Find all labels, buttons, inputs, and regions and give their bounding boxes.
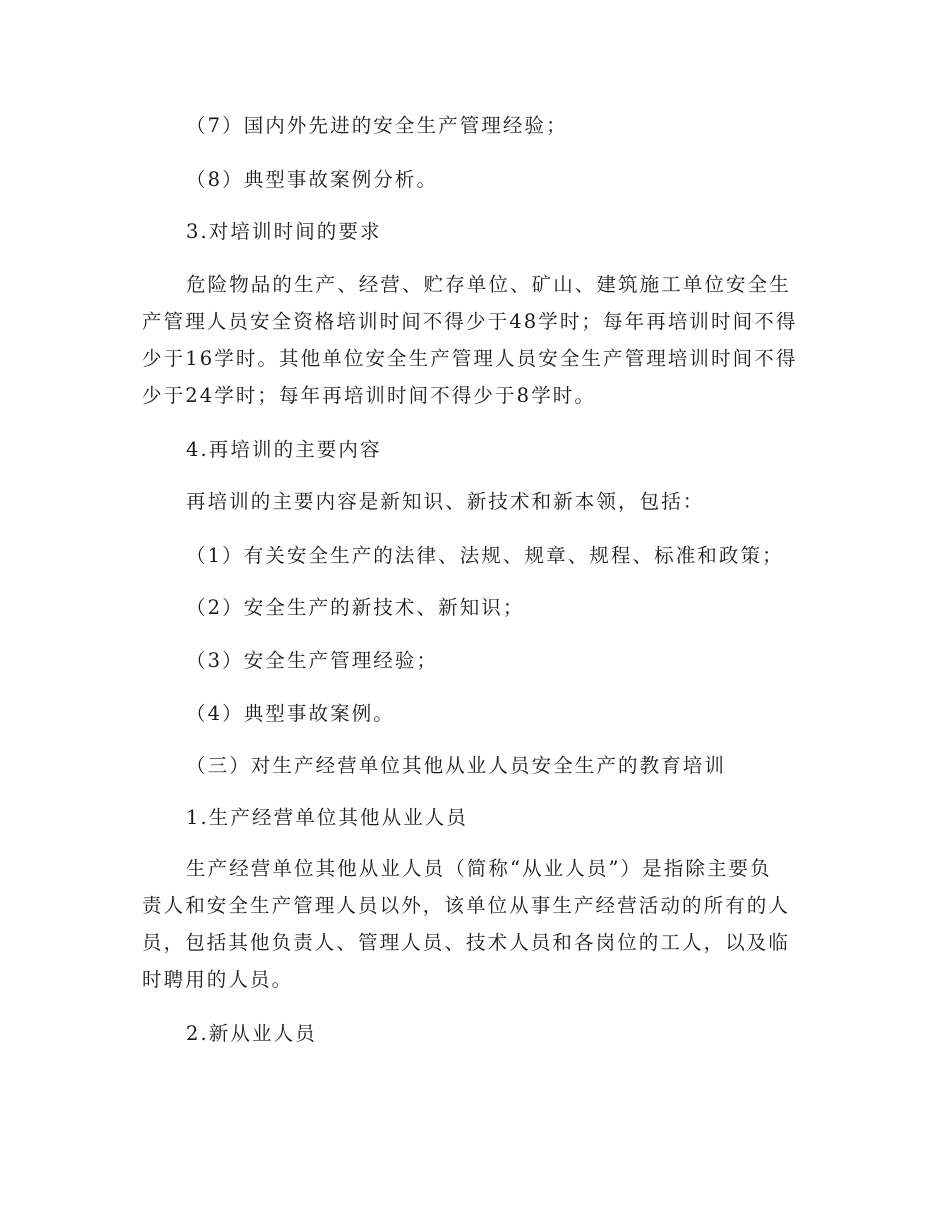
paragraph-other-staff <box>142 850 812 998</box>
list-item-1: （1）有关安全生产的法律、法规、规章、规程、标准和政策； <box>186 544 784 567</box>
heading-new-staff: 2.新从业人员 <box>186 1022 317 1045</box>
paragraph-line: 责人和安全生产管理人员以外，该单位从事生产经营活动的所有的人 <box>142 894 791 917</box>
heading-retraining-content: 4.再培训的主要内容 <box>186 438 382 461</box>
paragraph-line: 产管理人员安全资格培训时间不得少于48学时；每年再培训时间不得 <box>142 310 798 333</box>
paragraph-line: 危险物品的生产、经营、贮存单位、矿山、建筑施工单位安全生 <box>186 273 791 296</box>
heading-other-staff: 1.生产经营单位其他从业人员 <box>186 806 469 829</box>
list-item-4: （4）典型事故案例。 <box>186 702 395 725</box>
list-item-2: （2）安全生产的新技术、新知识； <box>186 596 525 619</box>
paragraph-training-time <box>142 266 812 414</box>
heading-training-time: 3.对培训时间的要求 <box>186 220 382 243</box>
paragraph-line: 员，包括其他负责人、管理人员、技术人员和各岗位的工人，以及临 <box>142 931 791 954</box>
paragraph-line: 少于16学时。其他单位安全生产管理人员安全生产管理培训时间不得 <box>142 347 798 370</box>
paragraph-line: 生产经营单位其他从业人员（简称“从业人员”）是指除主要负 <box>186 857 772 880</box>
section-heading: （三）对生产经营单位其他从业人员安全生产的教育培训 <box>186 754 727 777</box>
list-item-3: （3）安全生产管理经验； <box>186 649 439 672</box>
paragraph-line: 少于24学时；每年再培训时间不得少于8学时。 <box>142 384 596 407</box>
list-item-8: （8）典型事故案例分析。 <box>186 168 439 191</box>
paragraph-line: 时聘用的人员。 <box>142 968 294 991</box>
retraining-intro: 再培训的主要内容是新知识、新技术和新本领，包括： <box>186 490 705 513</box>
list-item-7: （7）国内外先进的安全生产管理经验； <box>186 114 568 137</box>
